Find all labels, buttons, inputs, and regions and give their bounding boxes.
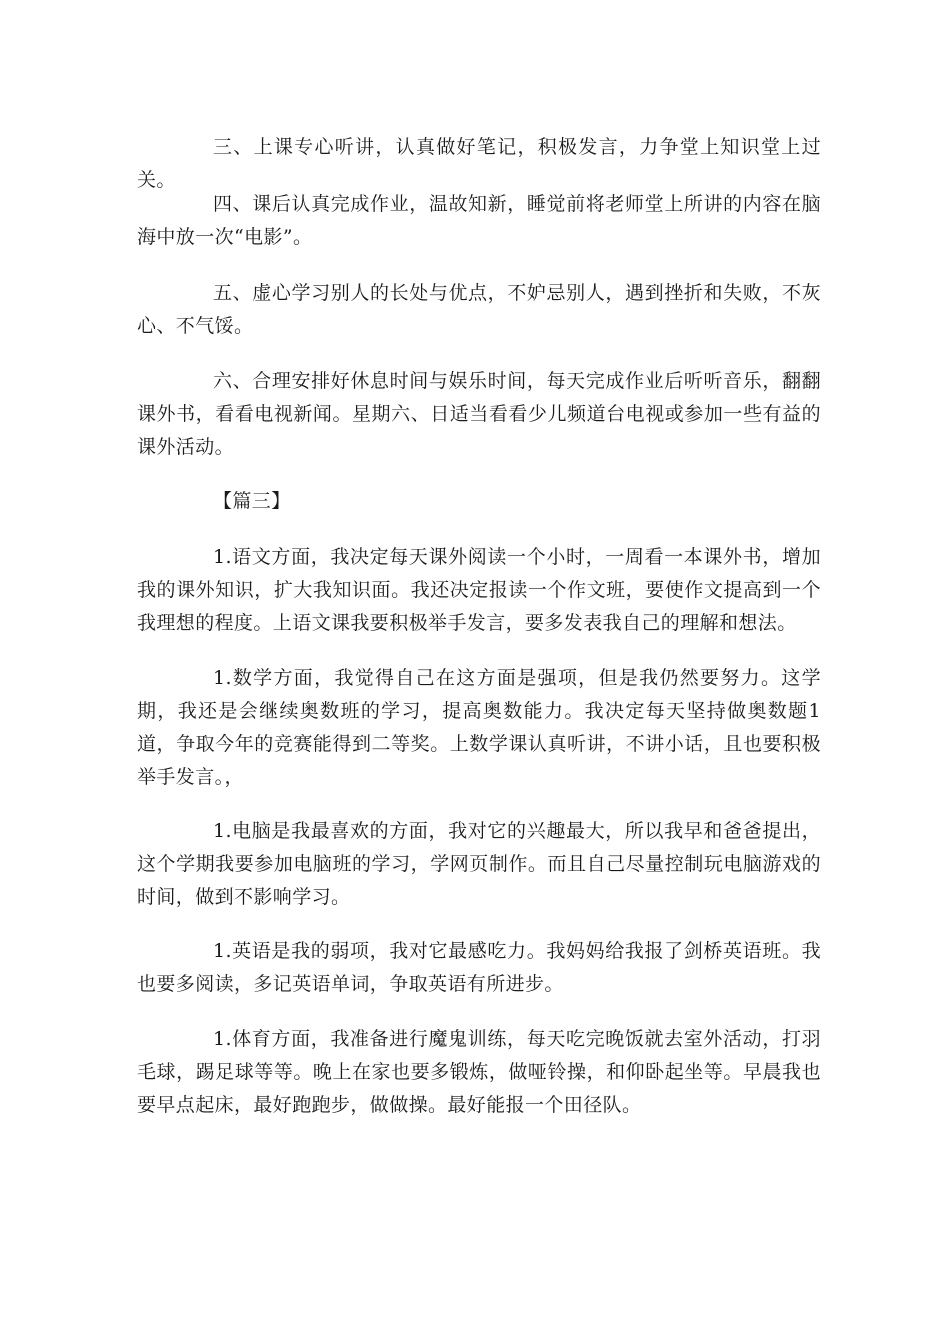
paragraph-5: 五、虚心学习别人的长处与优点，不妒忌别人，遇到挫折和失败，不灰心、不气馁。: [137, 282, 821, 337]
paragraph-4: 四、课后认真完成作业，温故知新，睡觉前将老师堂上所讲的内容在脑海中放一次“电影”。: [137, 193, 821, 248]
paragraph-english: 1.英语是我的弱项，我对它最感吃力。我妈妈给我报了剑桥英语班。我也要多阅读，多记英语单词，争取英语有所进步。: [137, 940, 821, 995]
paragraph-3: 三、上课专心听讲，认真做好笔记，积极发言，力争堂上知识堂上过关。: [137, 136, 821, 191]
paragraph-sports: 1.体育方面，我准备进行魔鬼训练，每天吃完晚饭就去室外活动，打羽毛球，踢足球等等。晚上在家也要多锻炼，做哑铃操，和仰卧起坐等。早晨我也要早点起床，最好跑跑步，做做操。最好能报一个田径队。: [137, 1028, 821, 1116]
section-heading: 【篇三】: [213, 490, 291, 512]
paragraph-math: 1.数学方面，我觉得自己在这方面是强项，但是我仍然要努力。这学期，我还是会继续奥数班的学习，提高奥数能力。我决定每天坚持做奥数题1道，争取今年的竞赛能得到二等奖。上数学课认真听讲，不讲小话，且也要积极举手发言。，: [137, 667, 821, 788]
paragraph-6: 六、合理安排好休息时间与娱乐时间，每天完成作业后听听音乐，翻翻课外书，看看电视新闻。星期六、日适当看看少儿频道台电视或参加一些有益的课外活动。: [137, 370, 821, 458]
paragraph-chinese: 1.语文方面，我决定每天课外阅读一个小时，一周看一本课外书，增加我的课外知识，扩大我知识面。我还决定报读一个作文班，要使作文提高到一个我理想的程度。上语文课我要积极举手发言，要多发表我自己的理解和想法。: [137, 546, 821, 634]
paragraph-computer: 1.电脑是我最喜欢的方面，我对它的兴趣最大，所以我早和爸爸提出，这个学期我要参加电脑班的学习，学网页制作。而且自己尽量控制玩电脑游戏的时间，做到不影响学习。: [137, 820, 821, 908]
